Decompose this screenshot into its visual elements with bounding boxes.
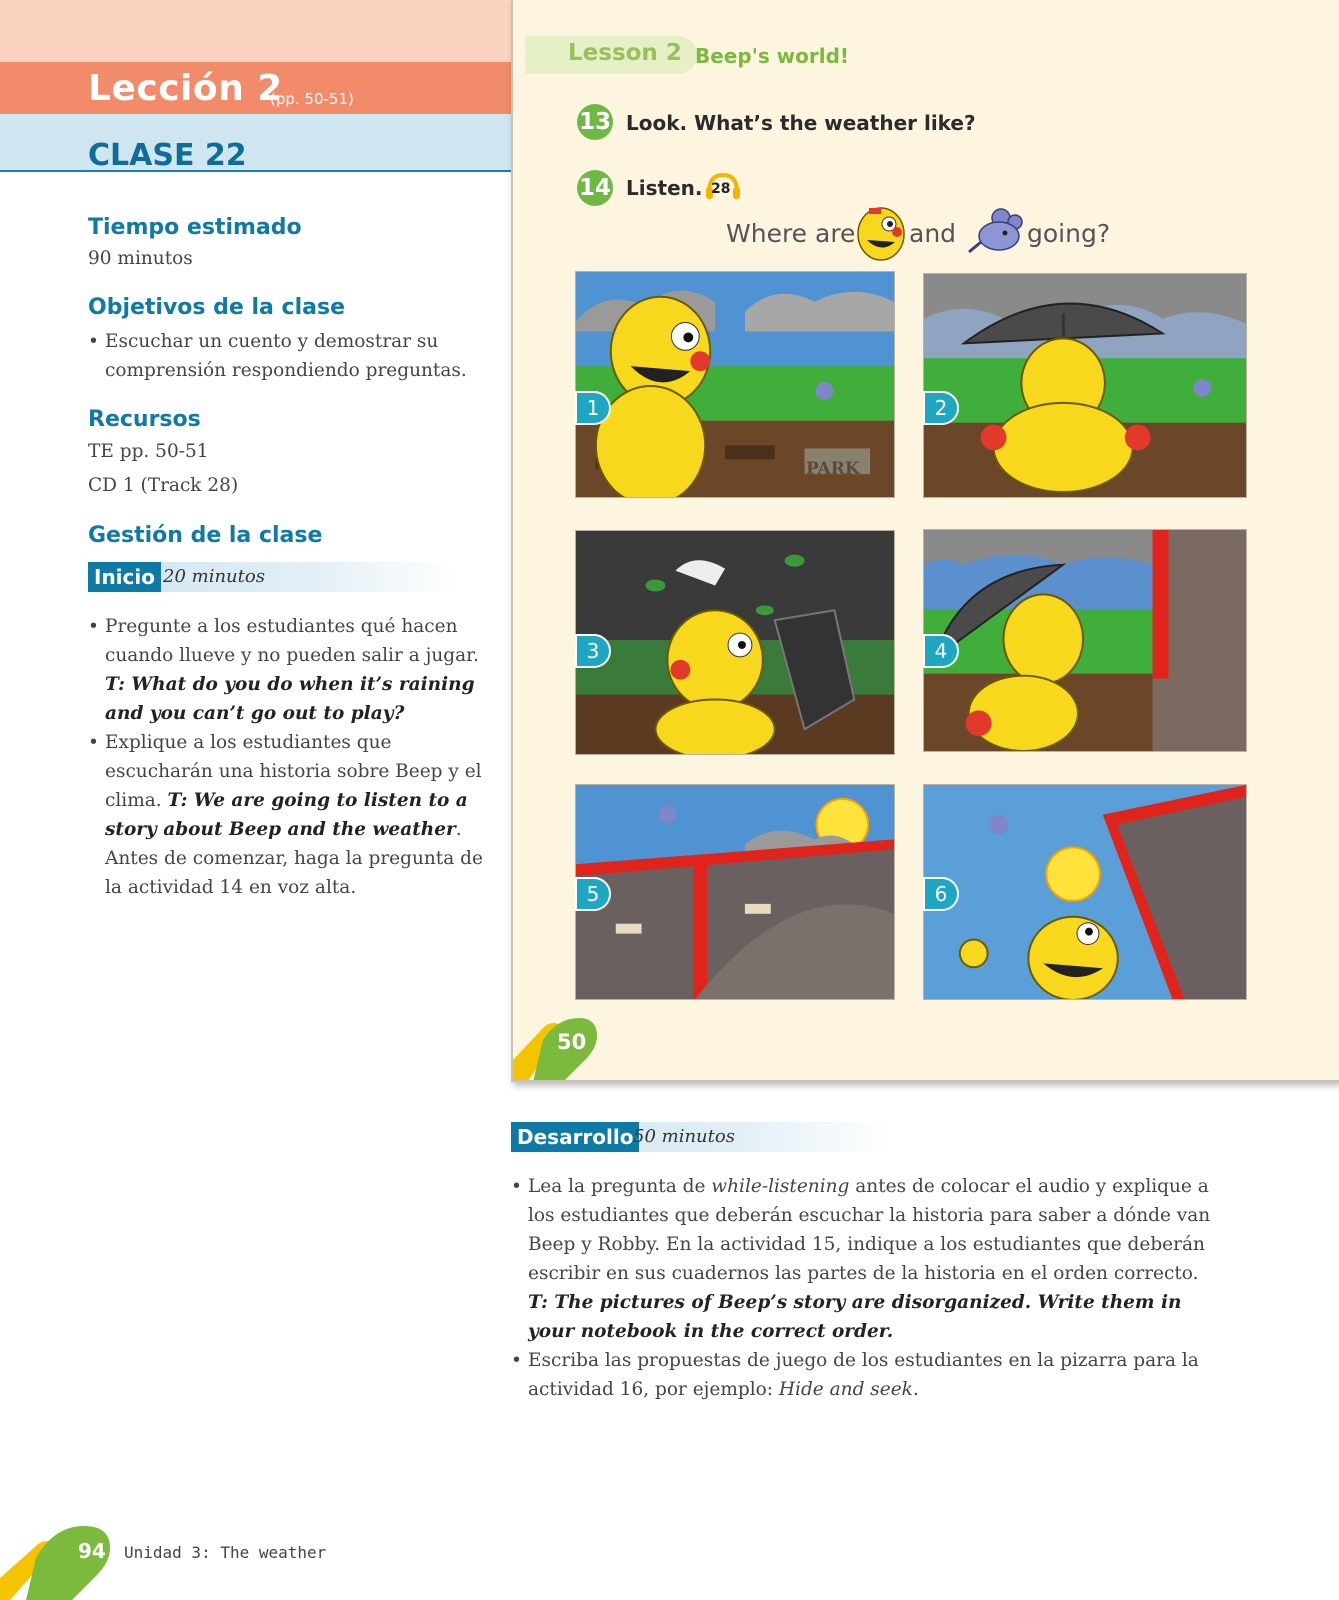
header-peach-band <box>0 0 512 62</box>
activity-13-number: 13 <box>577 104 613 140</box>
inicio-time: 20 minutos <box>163 566 265 587</box>
lesson-tab <box>525 36 697 74</box>
desarrollo-bar <box>511 1122 891 1152</box>
objectives-heading: Objetivos de la clase <box>88 295 345 320</box>
story-panel-5 <box>575 784 895 1000</box>
desarrollo-label: Desarrollo <box>511 1122 639 1152</box>
activity-14-text: Listen. <box>626 176 703 200</box>
management-heading: Gestión de la clase <box>88 523 323 548</box>
panel-3-illustration <box>576 531 894 754</box>
panel-5-illustration <box>576 785 894 999</box>
activity-13-text: Look. What’s the weather like? <box>626 111 976 135</box>
inicio-bullet-text: Pregunte a los estudiantes qué hacen cuando llueve y no pueden salir a jugar. <box>105 616 479 666</box>
lesson-header <box>0 62 512 114</box>
resources-heading: Recursos <box>88 407 201 432</box>
class-header <box>0 114 512 172</box>
desarrollo-bullet-italic: Hide and seek <box>778 1379 913 1400</box>
teacher-notes <box>88 215 483 902</box>
book-page-number: 50 <box>557 1030 587 1054</box>
story-panel-3 <box>575 530 895 755</box>
inicio-bullet-text: Explique a los estudiantes que escucharán una historia sobre Beep y el clima. <box>105 732 482 811</box>
lesson-pages: (pp. 50-51) <box>270 90 354 108</box>
panel-number-3: 3 <box>575 634 611 668</box>
inicio-bullet <box>88 728 483 902</box>
desarrollo-time: 50 minutos <box>633 1126 735 1147</box>
panel-2-illustration <box>924 274 1246 497</box>
inicio-bar <box>88 562 458 592</box>
desarrollo-bullet-text: Escriba las propuestas de juego de los estudiantes en la pizarra para la actividad 16, por ejemplo: <box>528 1350 1199 1400</box>
track-number: 28 <box>711 181 731 197</box>
resource-item: TE pp. 50-51 <box>88 441 209 462</box>
desarrollo-section <box>511 1122 1211 1152</box>
desarrollo-bullet <box>511 1172 1211 1346</box>
desarrollo-bullet <box>511 1346 1211 1404</box>
inicio-bullet-quote: T: We are going to listen to a story about Beep and the weather <box>105 790 468 840</box>
lesson-tab-label: Lesson 2 <box>568 40 682 66</box>
book-subtitle: Beep's world! <box>695 44 850 68</box>
question-where: Where are <box>726 219 856 248</box>
park-sign: PARK <box>806 459 860 479</box>
lesson-title: Lección 2 <box>88 68 283 109</box>
class-title: CLASE 22 <box>88 138 247 173</box>
desarrollo-bullet-quote: T: The pictures of Beep’s story are disorganized. Write them in your notebook in the correct order. <box>528 1292 1182 1342</box>
objective-item: • Escuchar un cuento y demostrar su comprensión respondiendo preguntas. <box>88 327 483 385</box>
robby-mouse-icon <box>965 208 1023 254</box>
inicio-bullet-quote: T: What do you do when it’s raining and you can’t go out to play? <box>105 674 475 724</box>
time-value: 90 minutos <box>88 248 193 269</box>
beep-icon <box>855 202 907 264</box>
panel-number-6: 6 <box>923 877 959 911</box>
desarrollo-bullet-italic: while-listening <box>711 1176 850 1197</box>
panel-number-2: 2 <box>923 391 959 425</box>
desarrollo-bullet-text: Lea la pregunta de <box>528 1176 712 1197</box>
panel-6-illustration <box>924 785 1246 999</box>
panel-number-5: 5 <box>575 877 611 911</box>
desarrollo-bullet-text: . <box>912 1379 919 1400</box>
footer-page-number: 94 <box>78 1539 106 1563</box>
story-panel-6 <box>923 784 1247 1000</box>
story-panel-4 <box>923 529 1247 752</box>
inicio-label: Inicio <box>88 562 161 592</box>
desarrollo-bullets <box>511 1172 1211 1404</box>
time-heading: Tiempo estimado <box>88 215 302 240</box>
story-panel-2 <box>923 273 1247 498</box>
question-and: and <box>909 219 957 248</box>
footer-unit: Unidad 3: The weather <box>124 1543 327 1562</box>
inicio-bullet <box>88 612 483 728</box>
panel-number-1: 1 <box>575 391 611 425</box>
inicio-bullet-end: . Antes de comenzar, haga la pregunta de la actividad 14 en voz alta. <box>105 819 483 898</box>
panel-number-4: 4 <box>923 634 959 668</box>
question-going: going? <box>1027 219 1111 248</box>
desarrollo-bullet-text: antes de colocar el audio y explique a los estudiantes que deberán escuchar la historia para saber a dónde van Beep y Robby. En la actividad 15, indique a los estudiantes que deberán escribir en sus cuadernos las partes de la historia en el orden correcto. <box>528 1176 1211 1284</box>
activity-14-number: 14 <box>577 170 613 206</box>
resource-item: CD 1 (Track 28) <box>88 475 239 496</box>
student-book-page <box>511 0 1339 1082</box>
panel-4-illustration <box>924 530 1246 751</box>
